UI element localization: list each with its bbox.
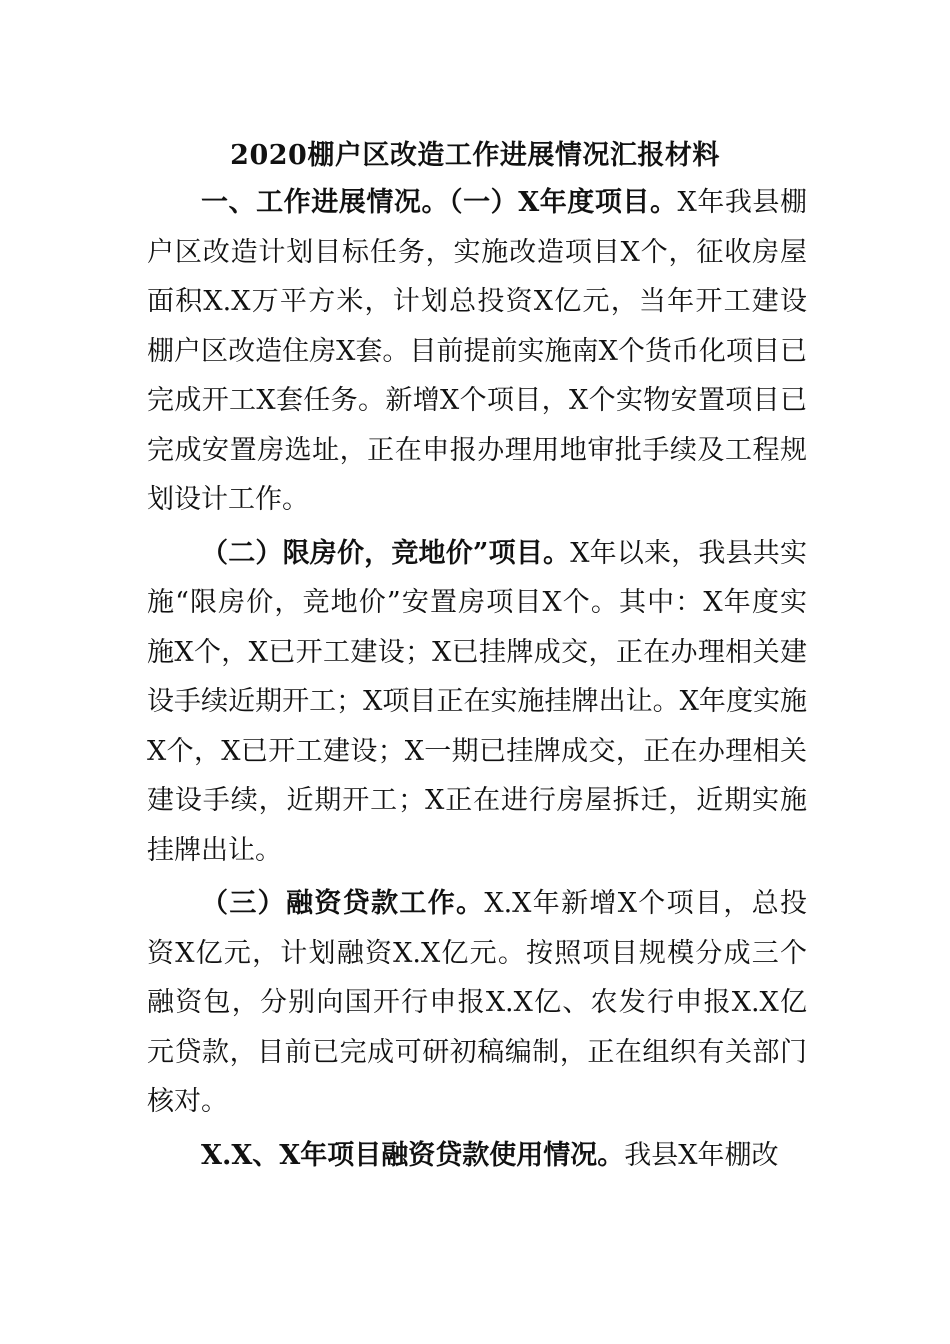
paragraph-heading: X.X、X年项目融资贷款使用情况。: [201, 1139, 625, 1171]
paragraph-text: 我县X年棚改: [624, 1139, 779, 1171]
paragraph-price-limit-projects: [147, 529, 807, 876]
document-body: [147, 178, 807, 1180]
paragraph-heading: （二）限房价，竞地价”项目。: [201, 537, 571, 569]
paragraph-text: X.X年新增X个项目，总投资X亿元，计划融资X.X亿元。按照项目规模分成三个融资包，分别向国开行申报X.X亿、农发行申报X.X亿元贷款，目前已完成可研初稿编制，正在组织有关部门核对。: [147, 888, 807, 1117]
paragraph-work-progress: [147, 178, 807, 525]
paragraph-financing-loans: [147, 879, 807, 1127]
paragraph-heading: 一、工作进展情况。（一）X年度项目。: [201, 187, 678, 218]
paragraph-text: X年我县棚户区改造计划目标任务，实施改造项目X个，征收房屋面积X.X万平方米，计划总投资X亿元，当年开工建设棚户区改造住房X套。目前提前实施南X个货币化项目已完成开工X套任务。新增X个项目，X个实物安置项目已完成安置房选址，正在申报办理用地审批手续及工程规划设计工作。: [147, 187, 807, 515]
paragraph-text: X年以来，我县共实施“限房价，竞地价”安置房项目X个。其中：X年度实施X个，X已开工建设；X已挂牌成交，正在办理相关建设手续近期开工；X项目正在实施挂牌出让。X年度实施X个，X已开工建设；X一期已挂牌成交，正在办理相关建设手续，近期开工；X正在进行房屋拆迁，近期实施挂牌出让。: [147, 537, 807, 866]
paragraph-heading: （三）融资贷款工作。: [201, 888, 485, 919]
document-title: 2020棚户区改造工作进展情况汇报材料: [230, 140, 720, 171]
paragraph-loan-usage: [147, 1131, 807, 1181]
